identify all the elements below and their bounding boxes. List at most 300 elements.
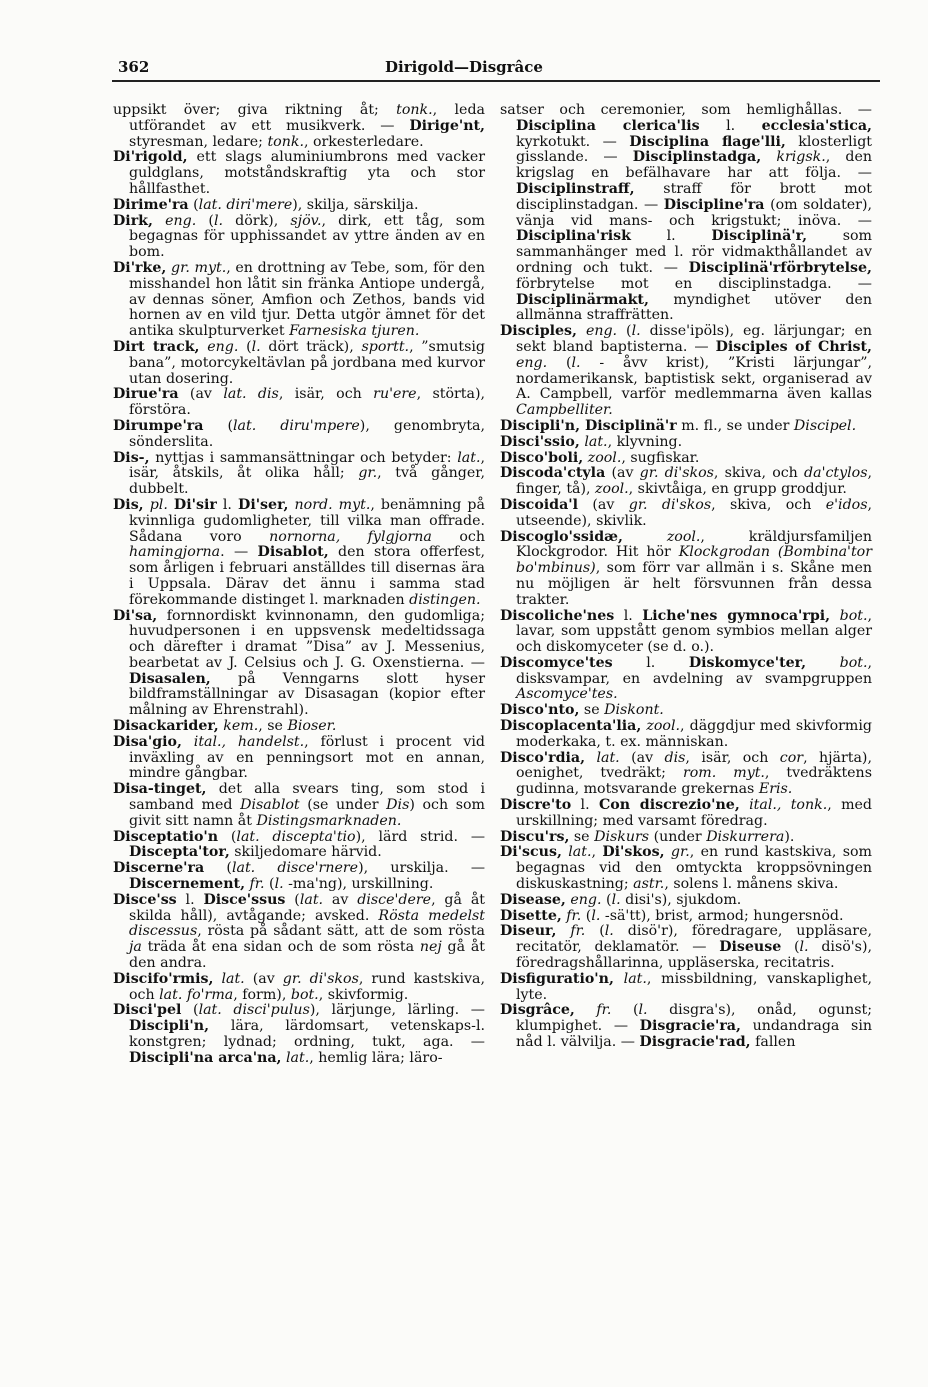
italic-text: l. xyxy=(604,923,614,940)
headword: ecclesia'stica, xyxy=(761,117,872,134)
entry-text xyxy=(556,923,570,939)
entry-text: ( xyxy=(617,323,632,340)
entry-text: (av xyxy=(244,970,283,987)
italic-text: pl. xyxy=(149,496,168,513)
italic-text: l. xyxy=(251,338,261,355)
dictionary-entry xyxy=(113,861,485,893)
italic-text: rom. myt. xyxy=(682,765,765,782)
dictionary-entry xyxy=(500,530,872,609)
right-column xyxy=(500,103,872,1051)
entry-text: (om soldater), vänja vid mans- och krigstukt; inöva. — xyxy=(516,196,872,229)
italic-text: nornorna, fylgjorna xyxy=(269,528,432,545)
entry-text: l. xyxy=(176,891,204,908)
entry-text: ), lärd strid. — xyxy=(355,828,486,845)
italic-text: eng. xyxy=(585,323,618,340)
left-column xyxy=(113,103,485,1067)
entry-text: , förlust i procent vid inväxling av en penningsort mot en annan, mindre gångbar. xyxy=(129,733,485,782)
headword: Con discrezio'ne, xyxy=(598,797,740,814)
italic-text: ru'ere xyxy=(373,386,417,403)
entry-text: , en drottning av Tebe, som, för den misshandel hon låtit sin fränka Antiope undergå, av dennas söner, Amfion och Zethos, bands vid hornen av en vild tjur. Detta utgör ämnet för det antika skulpturverket xyxy=(129,259,485,340)
italic-text: bot. xyxy=(839,607,868,624)
entry-text: (under xyxy=(649,828,707,845)
italic-text: ja xyxy=(129,939,142,956)
italic-text: Diskurrera xyxy=(706,828,785,845)
entry-text: dört träck), xyxy=(260,338,362,355)
italic-text: sjöv. xyxy=(290,212,322,229)
entry-text: klosterligt gisslande. — xyxy=(516,133,872,166)
entry-text xyxy=(623,529,667,545)
entry-text: , störta), förstöra. xyxy=(129,386,485,419)
entry-text: ( xyxy=(585,923,605,940)
italic-text: Rösta medelst discessus xyxy=(129,907,485,940)
entry-text: förbrytelse mot en disciplinstadga. — xyxy=(516,275,872,292)
headword: Diseuse xyxy=(719,939,782,956)
headword: Disce'ss xyxy=(113,891,177,908)
entry-text: , skiva, och xyxy=(711,496,826,513)
entry-text: ( xyxy=(196,212,214,229)
entry-text: , orkesterledare. xyxy=(303,133,424,150)
italic-text: gr. xyxy=(670,844,690,861)
headword: Dirige'nt, xyxy=(409,117,485,134)
entry-text: det alla svears ting, som stod i samband med xyxy=(129,781,485,814)
italic-text: hamingjorna xyxy=(129,544,221,561)
entry-text: , däggdjur med skivformig moderkaka, t. ex. människan. xyxy=(516,718,872,750)
italic-text: Distingsmarknaden. xyxy=(256,812,402,829)
italic-text: ital., tonk. xyxy=(749,797,828,814)
entry-text: , rund kastskiva, och xyxy=(129,970,486,1003)
entry-text: , benämning på kvinnliga gudomligheter, till vilka man offrade. Sådana voro xyxy=(129,496,485,545)
headword: Disfiguratio'n, xyxy=(500,970,614,987)
headword: Disci'ssio, xyxy=(500,433,580,450)
entry-text: (av xyxy=(578,496,629,513)
dictionary-entry xyxy=(113,419,485,451)
entry-text: och xyxy=(431,528,485,545)
headword: Disa'gio, xyxy=(113,733,182,750)
headword: Discoglo'ssidæ, xyxy=(500,528,623,545)
italic-text: l. xyxy=(213,212,224,229)
entry-text: , sugfiskar. xyxy=(621,449,700,466)
headword: Diseur, xyxy=(500,923,557,940)
italic-text: l. xyxy=(611,891,621,908)
headword: Disco'nto, xyxy=(500,702,580,719)
headword: Disce'ssus xyxy=(203,891,286,908)
italic-text: fr. xyxy=(570,923,586,940)
entry-text: , som förr var allmän i s. Skåne men nu möjligen är helt försvunnen från dessa trakter. xyxy=(516,560,872,608)
italic-text: gr. di'skos xyxy=(628,496,712,513)
dictionary-entry xyxy=(113,103,485,150)
entry-text: på Venngarns slott hyser bildframställningar av Disasagan (kopior efter målning av Ehrenstrahl). xyxy=(129,670,485,719)
headword: Liche'nes gymnoca'rpi, xyxy=(642,607,831,624)
italic-text: lat. fo'rma xyxy=(159,986,234,1003)
entry-text: l. xyxy=(571,797,599,814)
dictionary-entry xyxy=(113,972,485,1004)
entry-text: -ma'ng), urskillning. xyxy=(283,876,434,893)
entry-text xyxy=(182,734,194,750)
headword: Di'sa, xyxy=(113,607,158,624)
headword: Disciplina flage'lli, xyxy=(629,133,786,150)
headword: Discernement, xyxy=(129,876,246,893)
entry-text: dörk), xyxy=(223,212,291,229)
entry-text: , med urskillning; med varsamt föredrag. xyxy=(516,797,873,829)
entry-text xyxy=(806,655,840,671)
entry-text: , skivtåiga, en grupp groddjur. xyxy=(628,481,847,498)
dictionary-entry xyxy=(500,324,872,419)
headword: Dirk, xyxy=(113,212,153,229)
entry-text: , isär, och xyxy=(278,386,374,403)
dictionary-entry xyxy=(500,830,872,846)
entry-text: (av xyxy=(619,749,665,766)
italic-text: Disablot xyxy=(240,797,300,814)
entry-text xyxy=(153,213,165,229)
dictionary-entry xyxy=(113,782,485,829)
italic-text: lat. xyxy=(299,891,324,908)
entry-text: , solens l. månens skiva. xyxy=(664,876,839,893)
italic-text: lat. diru'mpere xyxy=(233,417,360,434)
italic-text: fr. xyxy=(596,1002,612,1019)
entry-text: (av xyxy=(605,465,640,482)
italic-text: Diskont. xyxy=(604,702,664,719)
italic-text: Bioser. xyxy=(287,718,337,735)
italic-text: lat. xyxy=(457,449,481,466)
entry-text: ( xyxy=(581,907,592,924)
italic-text: Farnesiska tjuren. xyxy=(289,323,420,340)
dictionary-entry xyxy=(113,340,485,387)
italic-text: nord. myt. xyxy=(294,496,371,513)
dictionary-entry xyxy=(113,893,485,972)
italic-text: lat. xyxy=(568,844,592,861)
italic-text: bot. xyxy=(839,654,868,671)
entry-text: l. xyxy=(699,117,762,134)
headword: Disco'rdia, xyxy=(500,749,586,766)
dictionary-entry xyxy=(500,972,872,1004)
italic-text: lat. xyxy=(623,970,647,987)
italic-text: zool. xyxy=(646,718,680,735)
headword: Di'sir xyxy=(173,496,217,513)
entry-text: (av xyxy=(178,386,224,403)
entry-text: , skivformig. xyxy=(318,986,409,1003)
headword: Disciplina'risk xyxy=(516,228,631,245)
entry-text xyxy=(761,149,776,165)
headword: Discifo'rmis, xyxy=(113,970,214,987)
entry-text: den stora offerfest, som årligen i februari anställdes till disernas ära i Uppsala. Därav det ännu i samma stad förekommande distinget l. marknaden xyxy=(129,544,485,608)
italic-text: Eris. xyxy=(758,781,793,798)
headword: Disciplinstraff, xyxy=(516,180,635,197)
dictionary-entry xyxy=(113,498,485,609)
italic-text: lat. dis xyxy=(223,386,279,403)
italic-text: lat. diri'mere xyxy=(198,196,293,213)
italic-text: l. xyxy=(571,354,581,371)
dictionary-entry xyxy=(500,1003,872,1050)
entry-text xyxy=(585,750,596,766)
headword: Di'skos, xyxy=(602,844,665,861)
italic-text: Diskurs xyxy=(594,828,650,845)
entry-text: , se xyxy=(258,718,288,735)
dictionary-entry xyxy=(113,735,485,782)
headword: Disease, xyxy=(500,891,566,908)
italic-text: tonk. xyxy=(267,133,304,150)
page-header xyxy=(0,58,928,80)
entry-text: fornnordiskt kvinnonamn, den gudomliga; huvudpersonen i en uppsvensk medeltidssaga och därefter i dramat ”Disa” av J. Messenius, bearbetat av J. Celsius och J. G. Oxenstierna. — xyxy=(129,607,485,671)
italic-text: astr. xyxy=(633,876,665,893)
entry-text: nyttjas i sammansättningar och betyder: xyxy=(149,449,458,466)
entry-text: disgra's), onåd, ogunst; klumpighet. — xyxy=(516,1002,872,1035)
headword: Discipli'n, xyxy=(129,1018,210,1035)
dictionary-entry xyxy=(500,451,872,467)
headword: Disette, xyxy=(500,907,562,924)
italic-text: cor xyxy=(779,749,804,766)
entry-text: undandraga sin nåd l. välvilja. — xyxy=(516,1018,872,1051)
italic-text: bot. xyxy=(290,986,319,1003)
entry-text: ( xyxy=(238,338,252,355)
entry-text xyxy=(830,608,840,624)
dictionary-entry xyxy=(500,719,872,751)
headword: Dirt track, xyxy=(113,338,200,355)
dictionary-entry xyxy=(500,845,872,892)
dictionary-entry xyxy=(500,498,872,530)
headword: Disciplinä'rförbrytelse, xyxy=(688,259,872,276)
header-rule xyxy=(112,80,880,82)
entry-text: uppsikt över; giva riktning åt; xyxy=(113,102,397,118)
entry-text: , disksvampar, en avdelning av svampgruppen xyxy=(516,654,872,687)
dictionary-entry xyxy=(113,609,485,720)
italic-text: krigsk. xyxy=(776,149,826,166)
entry-text: -sä'tt), brist, armod; hungersnöd. xyxy=(600,907,844,924)
dictionary-entry xyxy=(500,466,872,498)
entry-text: , hjärta), oenighet, tvedräkt; xyxy=(516,749,872,782)
italic-text: gr. myt. xyxy=(171,259,227,276)
headword: Di'ser, xyxy=(238,496,289,513)
headword: Disco'boli, xyxy=(500,449,584,466)
italic-text: zool. xyxy=(595,481,629,498)
italic-text: lat. xyxy=(584,433,608,450)
headword: Dis-, xyxy=(113,449,150,466)
italic-text: kem. xyxy=(223,718,259,735)
page-title: Dirigold—Disgrâce xyxy=(385,58,543,76)
italic-text: e'idos xyxy=(825,496,868,513)
entry-text: myndighet utöver den allmänna straffrätten. xyxy=(516,291,872,324)
headword: Disa-tinget, xyxy=(113,781,207,798)
dictionary-entry xyxy=(500,703,872,719)
entry-text xyxy=(740,797,749,813)
italic-text: lat. disci'pulus xyxy=(198,1002,310,1019)
italic-text: Ascomyce'tes. xyxy=(516,686,618,703)
entry-text: disö's), föredragshållarinna, uppläserska, recitatris. xyxy=(516,939,872,972)
dictionary-entry xyxy=(500,798,872,830)
entry-text: ), urskilja. — xyxy=(358,860,486,877)
headword: Dis, xyxy=(113,496,144,513)
entry-text: straff för brott mot disciplinstadgan. — xyxy=(516,180,872,213)
entry-text: l. xyxy=(614,607,643,624)
entry-text: se xyxy=(579,702,605,719)
entry-text xyxy=(614,971,624,987)
entry-text: ( xyxy=(285,891,300,908)
entry-text: ( xyxy=(781,939,800,956)
italic-text: gr. xyxy=(358,465,378,482)
headword: Discu'rs, xyxy=(500,828,570,845)
headword: Disciples, xyxy=(500,323,577,340)
entry-text: , dirk, ett tåg, som begagnas för upphissandet av yttre änden av en bom. xyxy=(129,212,485,261)
entry-text: ( xyxy=(547,354,572,371)
headword: Disciplina clerica'lis xyxy=(516,117,700,134)
italic-text: lat. xyxy=(596,749,620,766)
italic-text: eng. xyxy=(207,338,239,355)
entry-text: ( xyxy=(611,1002,639,1019)
entry-text: , klyvning. xyxy=(607,433,683,450)
italic-text: sportt. xyxy=(361,338,410,355)
entry-text: l. xyxy=(612,654,689,671)
entry-text: se xyxy=(569,828,595,845)
italic-text: Klockgrodan (Bombina'tor bo'mbinus) xyxy=(516,544,872,577)
italic-text: Campbelliter. xyxy=(516,402,613,419)
dictionary-entry xyxy=(500,609,872,656)
headword: Disackarider, xyxy=(113,718,219,735)
dictionary-entry xyxy=(500,103,872,324)
headword: Discoliche'nes xyxy=(500,607,615,624)
headword: Discoda'ctyla xyxy=(500,465,606,482)
entry-text: ), lärjunge, lärling. — xyxy=(309,1002,485,1019)
headword: Discoida'l xyxy=(500,496,579,513)
entry-text: , kräldjursfamiljen Klockgrodor. Hit hör xyxy=(516,528,872,561)
headword: Discepta'tor, xyxy=(129,844,230,861)
entry-text: disö'r), föredragare, uppläsare, recitatör, deklamatör. — xyxy=(516,923,872,956)
italic-text: eng. xyxy=(165,212,197,229)
entry-text: , den krigslag en befälhavare har att följa. — xyxy=(516,149,872,182)
entry-text: , leda utförandet av ett musikverk. — xyxy=(129,102,485,134)
dictionary-entry xyxy=(500,656,872,703)
italic-text: l. xyxy=(274,876,284,893)
entry-text: skiljedomare härvid. xyxy=(229,844,382,861)
entry-text: ), genombryta, sönderslita. xyxy=(129,417,486,450)
italic-text: fr. xyxy=(249,876,265,893)
entry-text: l. xyxy=(216,496,239,513)
entry-text: , missbildning, vanskaplighet, lyte. xyxy=(516,970,872,1003)
headword: Disablot, xyxy=(257,544,329,561)
entry-text: ( xyxy=(181,1002,199,1019)
headword: Disciplinärmakt, xyxy=(516,291,649,308)
italic-text: zool. xyxy=(666,528,701,545)
entry-text xyxy=(575,1002,597,1018)
entry-text: ( xyxy=(218,828,237,845)
dictionary-entry xyxy=(113,830,485,862)
entry-text: , xyxy=(591,844,603,861)
italic-text: disce'dere xyxy=(357,891,432,908)
italic-text: Discipel. xyxy=(793,417,857,434)
italic-text: nej xyxy=(419,939,442,956)
italic-text: fr. xyxy=(566,907,582,924)
italic-text: eng. xyxy=(516,354,548,371)
dictionary-entry xyxy=(113,198,485,214)
italic-text: l. xyxy=(631,323,641,340)
headword: Discre'to xyxy=(500,797,572,814)
italic-text: lat. discepta'tio xyxy=(236,828,356,845)
italic-text: tonk. xyxy=(396,102,433,118)
dictionary-entry xyxy=(500,435,872,451)
entry-text: (se under xyxy=(299,797,387,814)
entry-text: , lavar, som uppstått genom symbios mellan alger och diskomyceter (se d. o.). xyxy=(516,607,872,656)
entry-text: ( xyxy=(188,196,199,213)
entry-text: , två gånger, dubbelt. xyxy=(129,465,486,498)
dictionary-entry xyxy=(500,419,872,435)
headword: Discomyce'tes xyxy=(500,654,613,671)
headword: Di'rke, xyxy=(113,259,167,276)
entry-text: fallen xyxy=(750,1034,796,1051)
entry-text: ( xyxy=(204,860,232,877)
dictionary-entry xyxy=(113,150,485,197)
entry-text: , utseende), skivlik. xyxy=(516,496,872,529)
dictionary-entry xyxy=(113,261,485,340)
dictionary-entry xyxy=(500,924,872,971)
italic-text: gr. di'skos xyxy=(639,465,714,482)
headword: Disci'pel xyxy=(113,1002,182,1019)
entry-text: ( xyxy=(203,417,234,434)
dictionary-entry xyxy=(113,387,485,419)
italic-text: lat. xyxy=(286,1049,310,1066)
entry-text: , finger, tå), xyxy=(516,465,873,498)
italic-text: Dis xyxy=(386,797,410,814)
entry-text: satser och ceremonier, som hemlighållas. — xyxy=(500,102,872,118)
entry-text: , isär, åtskils, åt olika håll; xyxy=(129,449,485,482)
headword: Dirumpe'ra xyxy=(113,417,204,434)
italic-text: dis xyxy=(664,749,686,766)
entry-text: , form), xyxy=(233,986,291,1003)
entry-text: ). xyxy=(784,828,795,845)
italic-text: l. xyxy=(799,939,809,956)
entry-text: - åvv krist), ”Kristi lärjungar”, nordamerikansk, baptistisk sekt, organiserad av A. Campbell, varför medlemmarna även kallas xyxy=(516,354,872,403)
dictionary-entry xyxy=(113,214,485,261)
headword: Disciples of Christ, xyxy=(715,338,872,355)
entry-text: ), skilja, särskilja. xyxy=(292,196,419,213)
entry-text: . — xyxy=(220,544,258,561)
entry-text: , gå åt skilda håll), avtågande; avsked. xyxy=(129,891,485,924)
headword: Discipline'ra xyxy=(663,196,765,213)
dictionary-entry xyxy=(500,751,872,798)
entry-text: , en rund kastskiva, som begagnas vid den omtyckta kroppsövningen diskuskastning; xyxy=(516,844,872,893)
italic-text: l. xyxy=(591,907,601,924)
dictionary-entry xyxy=(500,893,872,909)
dictionary-entry xyxy=(113,451,485,498)
headword: Discoplacenta'lia, xyxy=(500,718,642,735)
entry-text: , skiva, och xyxy=(713,465,805,482)
entry-text: styresman, ledare; xyxy=(129,133,268,150)
entry-text: , rösta på sådant sätt, att de som rösta xyxy=(197,923,485,940)
headword: Dirue'ra xyxy=(113,386,179,403)
italic-text: gr. di'skos xyxy=(282,970,359,987)
dictionary-entry xyxy=(113,1003,485,1066)
headword: Diskomyce'ter, xyxy=(688,654,807,671)
entry-text: disi's), sjukdom. xyxy=(620,891,742,908)
entry-text: kyrkotukt. — xyxy=(516,133,630,150)
entry-text: ( xyxy=(601,891,612,908)
entry-text: av xyxy=(323,891,358,908)
italic-text: l. xyxy=(638,1002,648,1019)
dictionary-entry xyxy=(500,909,872,925)
entry-text: lära, lärdomsart, vetenskaps-l. konstgren; lydnad; ordning, tukt, aga. — xyxy=(129,1018,485,1051)
headword: Disgrâce, xyxy=(500,1002,575,1019)
headword: Disasalen, xyxy=(129,670,211,687)
entry-text: , ”smutsig bana”, motorcykeltävlan på jordbana med kurvor utan dosering. xyxy=(129,338,486,387)
headword: Disgracie'ra, xyxy=(639,1018,741,1035)
entry-text: , tvedräktens gudinna, motsvarande grekernas xyxy=(516,765,872,798)
italic-text: zool. xyxy=(587,449,622,466)
headword: Dirime'ra xyxy=(113,196,189,213)
italic-text: distingen. xyxy=(409,591,481,608)
headword: Disciplinä'r, xyxy=(711,228,808,245)
entry-text: , isär, och xyxy=(685,749,780,766)
entry-text: l. xyxy=(630,228,712,245)
italic-text: eng. xyxy=(570,891,602,908)
entry-text: ( xyxy=(264,876,275,893)
headword: Di'scus, xyxy=(500,844,562,861)
